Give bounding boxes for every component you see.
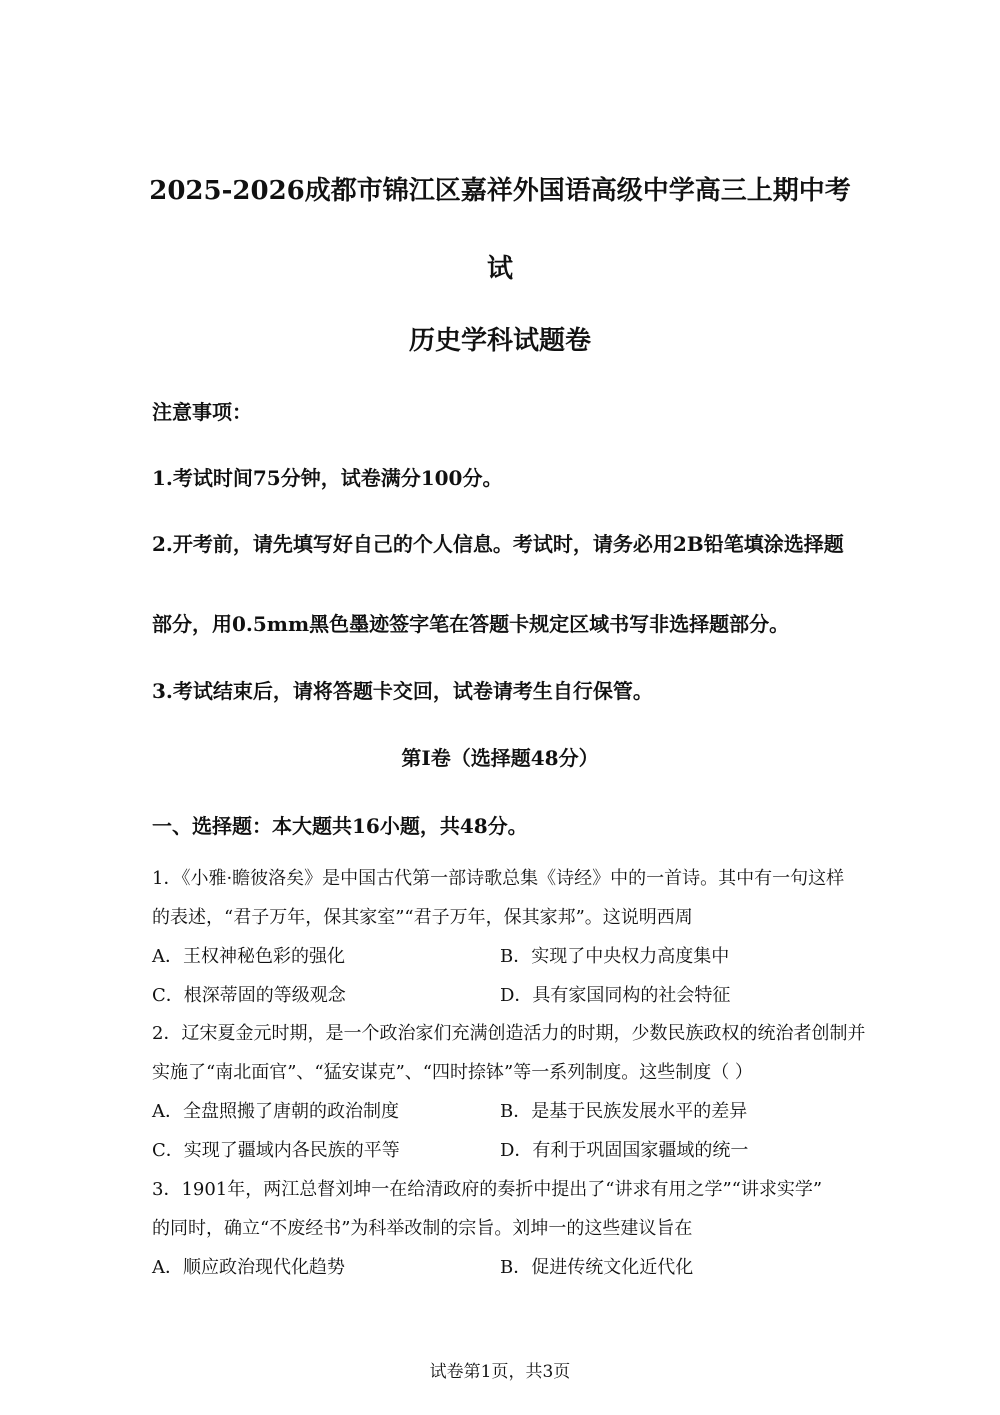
page-title-continued: 试 — [486, 254, 513, 284]
question-option: B．是基于民族发展水平的差异 — [500, 1101, 748, 1122]
notice-heading: 注意事项： — [152, 400, 252, 424]
volume-heading: 第I卷（选择题48分） — [401, 746, 599, 770]
page-subtitle: 历史学科试题卷 — [408, 326, 591, 356]
question-text-continued: 的同时，确立“不废经书”为科举改制的宗旨。刘坤一的这些建议旨在 — [152, 1218, 693, 1239]
question-option: D．具有家国同构的社会特征 — [500, 985, 731, 1006]
notice-item-continued: 部分，用0.5mm黑色墨迹签字笔在答题卡规定区域书写非选择题部分。 — [152, 612, 790, 636]
question-text: 3．1901年，两江总督刘坤一在给清政府的奏折中提出了“讲求有用之学”“讲求实学” — [152, 1179, 823, 1200]
notice-item: 1.考试时间75分钟，试卷满分100分。 — [152, 466, 503, 490]
question-option: C．实现了疆域内各民族的平等 — [152, 1140, 400, 1161]
question-option: A．王权神秘色彩的强化 — [152, 946, 345, 967]
question-option: B．促进传统文化近代化 — [500, 1257, 694, 1278]
question-text-continued: 的表述，“君子万年，保其家室”“君子万年，保其家邦”。这说明西周 — [152, 907, 693, 928]
question-option: B．实现了中央权力高度集中 — [500, 946, 730, 967]
question-text: 2．辽宋夏金元时期，是一个政治家们充满创造活力的时期，少数民族政权的统治者创制并 — [152, 1023, 866, 1044]
page-footer: 试卷第1页，共3页 — [429, 1362, 571, 1382]
part-heading: 一、选择题：本大题共16小题，共48分。 — [152, 814, 528, 838]
question-text-continued: 实施了“南北面官”、“猛安谋克”、“四时捺钵”等一系列制度。这些制度（ ） — [152, 1062, 753, 1083]
notice-item: 2.开考前，请先填写好自己的个人信息。考试时，请务必用2B铅笔填涂选择题 — [152, 532, 844, 556]
question-option: A．全盘照搬了唐朝的政治制度 — [152, 1101, 399, 1122]
question-option: C．根深蒂固的等级观念 — [152, 985, 346, 1006]
notice-item: 3.考试结束后，请将答题卡交回，试卷请考生自行保管。 — [152, 679, 653, 703]
page-title: 2025-2026成都市锦江区嘉祥外国语高级中学高三上期中考 — [149, 176, 851, 206]
question-option: D．有利于巩固国家疆域的统一 — [500, 1140, 749, 1161]
question-option: A．顺应政治现代化趋势 — [152, 1257, 345, 1278]
question-text: 1．《小雅·瞻彼洛矣》是中国古代第一部诗歌总集《诗经》中的一首诗。其中有一句这样 — [152, 868, 845, 889]
